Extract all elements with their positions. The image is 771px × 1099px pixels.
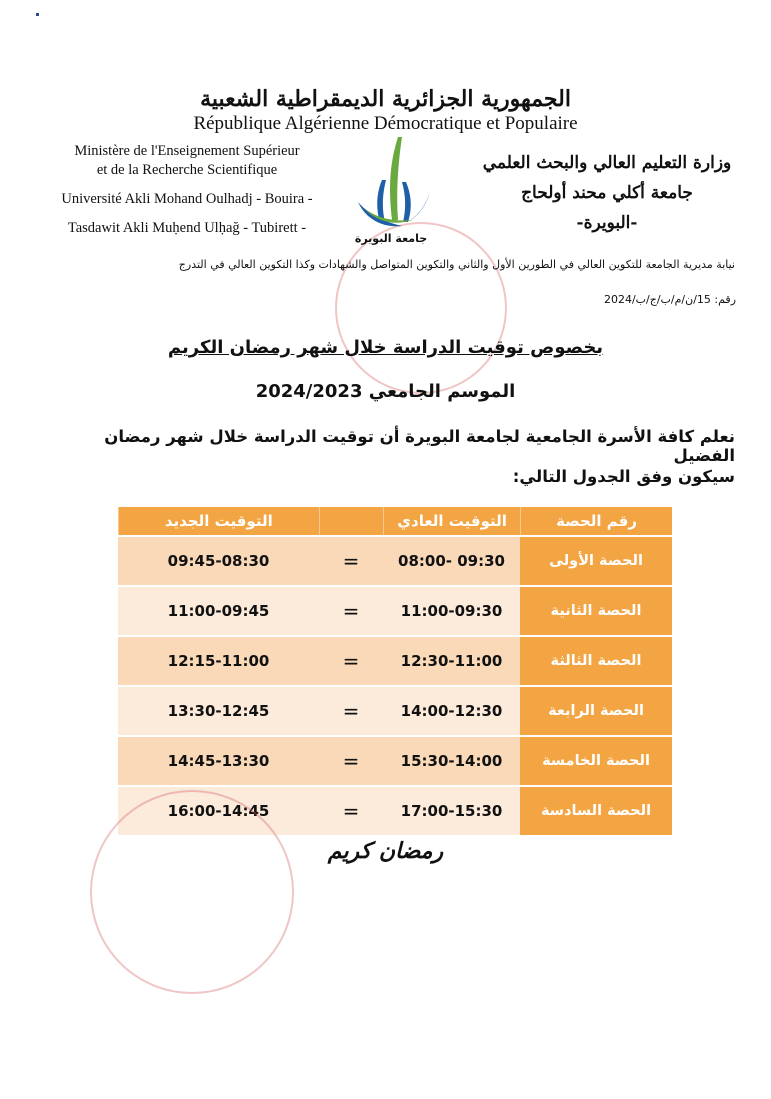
- session-cell: الحصة السادسة: [520, 787, 672, 835]
- equals-cell: =: [319, 637, 383, 685]
- body-text-line2: سيكون وفق الجدول التالي:: [512, 467, 735, 486]
- new-time-cell: 14:45-13:30: [118, 737, 319, 785]
- header-session: رقم الحصة: [520, 507, 672, 535]
- equals-cell: =: [319, 587, 383, 635]
- ministry-fr-line1: Ministère de l'Enseignement Supérieur: [74, 143, 300, 159]
- university-ar: جامعة أكلي محند أولحاج: [521, 183, 693, 203]
- header-new-time: التوقيت الجديد: [118, 507, 319, 535]
- session-cell: الحصة الثانية: [520, 587, 672, 635]
- office-line: نيابة مديرية الجامعة للتكوين العالي في الطورين الأول والثاني والتكوين المتواصل والشهادات وكذا التكوين العالي في التدرج: [178, 258, 735, 271]
- official-stamp-bottom: [90, 790, 294, 994]
- normal-time-cell: 15:30-14:00: [383, 737, 520, 785]
- subject-title: بخصوص توقيت الدراسة خلال شهر رمضان الكريم: [167, 337, 604, 358]
- new-time-cell: 16:00-14:45: [118, 787, 319, 835]
- body-text-line1: نعلم كافة الأسرة الجامعية لجامعة البويرة أن توقيت الدراسة خلال شهر رمضان الفضيل: [104, 427, 735, 465]
- city-ar: -البويرة-: [576, 213, 638, 233]
- new-time-cell: 13:30-12:45: [118, 687, 319, 735]
- new-time-cell: 09:45-08:30: [118, 537, 319, 585]
- official-stamp: [335, 222, 507, 394]
- normal-time-cell: 11:00-09:30: [383, 587, 520, 635]
- table-row: [118, 735, 672, 785]
- university-logo: [346, 132, 436, 247]
- schedule-table: [118, 507, 672, 835]
- reference-number: رقم: 15/ن/م/ب/ج/ب/2024: [603, 293, 736, 306]
- university-fr: Université Akli Mohand Oulhadj - Bouira -: [61, 191, 313, 207]
- normal-time-cell: 14:00-12:30: [383, 687, 520, 735]
- equals-cell: =: [319, 737, 383, 785]
- session-cell: الحصة الثالثة: [520, 637, 672, 685]
- normal-time-cell: 08:00- 09:30: [383, 537, 520, 585]
- season-title: الموسم الجامعي 2024/2023: [255, 381, 516, 402]
- closing-greeting: رمضان كريم: [327, 838, 444, 864]
- republic-title-fr: République Algérienne Démocratique et Populaire: [193, 113, 578, 134]
- normal-time-cell: 17:00-15:30: [383, 787, 520, 835]
- equals-cell: =: [319, 687, 383, 735]
- session-cell: الحصة الأولى: [520, 537, 672, 585]
- table-row: [118, 635, 672, 685]
- table-row: [118, 585, 672, 635]
- header-sign: [319, 507, 384, 535]
- equals-cell: =: [319, 537, 383, 585]
- table-header: [118, 507, 672, 535]
- equals-cell: =: [319, 787, 383, 835]
- ministry-ar: وزارة التعليم العالي والبحث العلمي: [482, 153, 732, 173]
- new-time-cell: 11:00-09:45: [118, 587, 319, 635]
- normal-time-cell: 12:30-11:00: [383, 637, 520, 685]
- scan-dot: [36, 13, 39, 16]
- session-cell: الحصة الخامسة: [520, 737, 672, 785]
- table-row: [118, 685, 672, 735]
- table-row: [118, 535, 672, 585]
- ministry-fr-line2: et de la Recherche Scientifique: [96, 162, 278, 178]
- republic-title-ar: الجمهورية الجزائرية الديمقراطية الشعبية: [200, 86, 571, 112]
- logo-text: جامعة البويرة: [354, 232, 428, 245]
- header-left-fr: [52, 142, 322, 238]
- header-normal-time: التوقيت العادي: [383, 507, 520, 535]
- university-kab: Tasdawit Akli Muḥend Ulḥağ - Tubirett -: [67, 220, 307, 236]
- session-cell: الحصة الرابعة: [520, 687, 672, 735]
- new-time-cell: 12:15-11:00: [118, 637, 319, 685]
- header-right-ar: [462, 148, 752, 238]
